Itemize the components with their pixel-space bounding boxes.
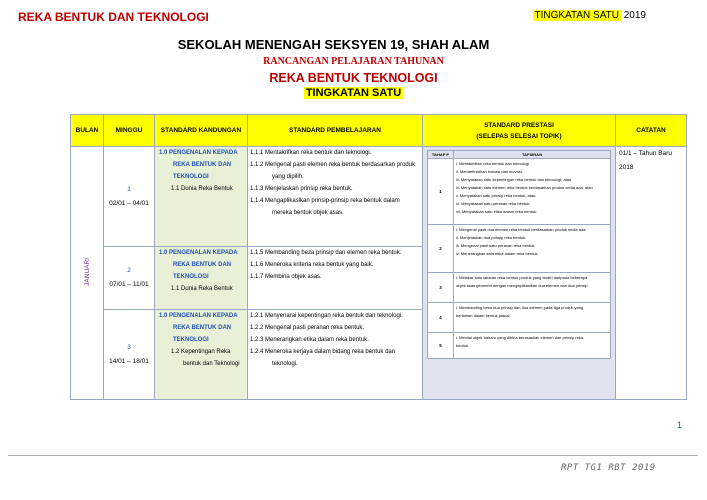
- header-minggu: MINGGU: [104, 115, 155, 147]
- table-header-row: [71, 115, 687, 147]
- tafsiran-line: i. Melakar satu lakaran reka bentuk produk yang terdiri daripada beberapa: [456, 275, 588, 280]
- prestasi-col-tafsiran: TAFSIRAN: [454, 151, 611, 159]
- catatan-line: 2018: [619, 164, 634, 171]
- tafsiran-line: vi. Menyatakan satu peranan reka bentuk.: [456, 201, 531, 206]
- sp-line: 1.1.1 Mentakrifkan reka bentuk dan teknologi.: [250, 150, 372, 156]
- tafsiran-line: iv. Menerangkan satu etika dalam reka bentuk.: [456, 251, 539, 256]
- header-form-highlight: TINGKATAN SATU: [534, 10, 619, 21]
- bulan-cell: [71, 147, 104, 400]
- prestasi-col-tahap: TAHAP P: [428, 151, 454, 159]
- sp-line: 1.1.2 Mengenal pasti elemen reka bentuk berdasarkan produk: [250, 162, 416, 168]
- tafsiran-line: bentuk.: [456, 343, 470, 348]
- prestasi-row: [428, 333, 611, 359]
- week-number: 2: [127, 267, 131, 274]
- sp-line: 1.2.3 Menerangkan etika dalam reka bentuk.: [250, 337, 369, 343]
- prestasi-row: [428, 273, 611, 303]
- tafsiran-line: iv. Menyatakan satu elemen reka bentuk berdasarkan produk sedia ada; atau: [456, 185, 593, 190]
- tafsiran-line: i. Mentakrifkan reka bentuk dan teknologi.: [456, 161, 531, 166]
- kandungan-topic-line: TEKNOLOGI: [173, 337, 209, 343]
- header-catatan: CATATAN: [616, 115, 687, 147]
- kandungan-subtopic-line: bentuk dan Teknologi: [183, 361, 240, 367]
- sp-line: 1.2.4 Meneroka kerjaya dalam bidang reka bentuk dan: [250, 349, 396, 355]
- week-dates: 07/01 – 11/01: [109, 281, 149, 288]
- sp-line: 1.1.5 Membanding beza prinsip dan elemen reka bentuk.: [250, 250, 402, 256]
- kandungan-topic-line: REKA BENTUK DAN: [173, 262, 232, 268]
- tafsiran-line: iii. Mengenal pasti satu peranan reka bentuk.: [456, 243, 536, 248]
- footer-divider: [8, 455, 698, 456]
- tafsiran-cell: [454, 225, 611, 273]
- kandungan-subtopic: 1.1 Dunia Reka Bentuk: [171, 186, 233, 192]
- kandungan-cell: [155, 247, 248, 310]
- sp-line: 1.1.6 Meneroka kriteria reka bentuk yang baik.: [250, 262, 374, 268]
- tafsiran-line: v. Menyatakan satu prinsip reka bentuk, atau.: [456, 193, 537, 198]
- kandungan-topic-line: REKA BENTUK DAN: [173, 162, 232, 168]
- rpt-table: [70, 114, 687, 400]
- kandungan-cell: [155, 147, 248, 247]
- page-number: 1: [677, 420, 683, 430]
- sp-line: yang dipilih.: [272, 174, 304, 180]
- pembelajaran-cell: [248, 247, 423, 310]
- tafsiran-line: i. Menilai objek baharu yang dibina berasaskan elemen dan prinsip reka: [456, 335, 584, 340]
- sp-line: 1.1.7 Membina objek asas.: [250, 274, 322, 280]
- week-dates: 02/01 – 04/01: [109, 199, 149, 207]
- week-cell: [104, 147, 155, 247]
- week-number: 1: [127, 185, 131, 193]
- tafsiran-cell: [454, 159, 611, 225]
- week-dates: 14/01 – 18/01: [109, 357, 149, 365]
- catatan-cell: [616, 147, 687, 400]
- tafsiran-line: iii. Menyatakan satu kepentingan reka bentuk dan teknologi; atau: [456, 177, 572, 182]
- title-block: [0, 37, 707, 99]
- pembelajaran-cell: [248, 310, 423, 400]
- kandungan-topic-line: TEKNOLOGI: [173, 274, 209, 280]
- header-subject: REKA BENTUK DAN TEKNOLOGI: [18, 10, 209, 24]
- sp-line: mereka bentuk objek asas.: [272, 210, 344, 216]
- bulan-label: JANUARI: [83, 258, 91, 286]
- school-title: SEKOLAH MENENGAH SEKSYEN 19, SHAH ALAM: [177, 37, 490, 52]
- tahap-cell: 3: [428, 273, 454, 303]
- prestasi-row: [428, 225, 611, 273]
- header-year: 2019: [620, 10, 646, 21]
- prestasi-row: [428, 159, 611, 225]
- tafsiran-line: ii. Menjelaskan dua prinsip reka bentuk.: [456, 235, 527, 240]
- kandungan-topic: 1.0 PENGENALAN KEPADA: [159, 313, 238, 319]
- prestasi-row: [428, 303, 611, 333]
- prestasi-subtitle: (SELEPAS SELESAI TOPIK): [476, 132, 562, 140]
- header-prestasi: [423, 115, 616, 147]
- week-number: 3: [127, 343, 131, 351]
- tahap-cell: 4: [428, 303, 454, 333]
- week-cell: [104, 310, 155, 400]
- kandungan-subtopic: 1.2 Kepentingan Reka: [171, 349, 231, 355]
- week-cell: [104, 247, 155, 310]
- kandungan-topic: 1.0 PENGENALAN KEPADA: [159, 150, 238, 156]
- header-kandungan: STANDARD KANDUNGAN: [155, 115, 248, 147]
- prestasi-header-row: [428, 151, 611, 159]
- kandungan-cell: [155, 310, 248, 400]
- sp-line: 1.1.3 Menjelaskan prinsip reka bentuk.: [250, 186, 353, 192]
- subject-title: REKA BENTUK TEKNOLOGI: [269, 71, 438, 85]
- tafsiran-line: vii. Menyatakan satu etika dalam reka bentuk.: [456, 209, 538, 214]
- form-title: [0, 87, 707, 99]
- header-form-year: [533, 10, 646, 21]
- prestasi-table: [427, 150, 611, 359]
- tafsiran-line: ii. Mendefinisikan inovasi dan inovasi.: [456, 169, 523, 174]
- sp-line: teknologi.: [272, 361, 298, 367]
- tafsiran-line: i. Mengenal pasti dua elemen reka bentuk berdasarkan produk sedia ada.: [456, 227, 587, 232]
- tafsiran-line: berlainan dalam bentuk jadual.: [456, 313, 511, 318]
- tafsiran-line: i. Membanding beza dua prinsip dan dua elemen pada tiga produk yang: [456, 305, 584, 310]
- tahap-cell: 1: [428, 159, 454, 225]
- sp-line: 1.2.1 Menyenarai kepentingan reka bentuk dan teknologi.: [250, 313, 403, 319]
- kandungan-topic-line: REKA BENTUK DAN: [173, 325, 232, 331]
- table-row: [71, 147, 687, 247]
- kandungan-topic-line: TEKNOLOGI: [173, 174, 209, 180]
- form-title-text: TINGKATAN SATU: [305, 87, 402, 99]
- tafsiran-cell: [454, 273, 611, 303]
- kandungan-topic: 1.0 PENGENALAN KEPADA: [159, 250, 238, 256]
- prestasi-title: STANDARD PRESTASI: [484, 121, 554, 129]
- prestasi-cell: [423, 147, 616, 400]
- tafsiran-cell: [454, 333, 611, 359]
- tahap-cell: 2: [428, 225, 454, 273]
- sp-line: 1.2.2 Mengenal pasti peranan reka bentuk.: [250, 325, 365, 331]
- footer-text: RPT TG1 RBT 2019: [561, 463, 656, 473]
- tafsiran-line: objek asas geometri dengan mengaplikasikan dua elemen dan dua prinsip.: [456, 283, 589, 288]
- header-pembelajaran: STANDARD PEMBELAJARAN: [248, 115, 423, 147]
- sp-line: 1.1.4 Mengaplikasikan prinsip-prinsip reka bentuk dalam: [250, 198, 400, 204]
- pembelajaran-cell: [248, 147, 423, 247]
- plan-title: RANCANGAN PELAJARAN TAHUNAN: [263, 56, 444, 67]
- tafsiran-cell: [454, 303, 611, 333]
- kandungan-subtopic: 1.1 Dunia Reka Bentuk: [171, 286, 233, 292]
- tahap-cell: 5: [428, 333, 454, 359]
- catatan-line: 01/1 – Tahun Baru: [619, 150, 673, 157]
- header-bulan: BULAN: [71, 115, 104, 147]
